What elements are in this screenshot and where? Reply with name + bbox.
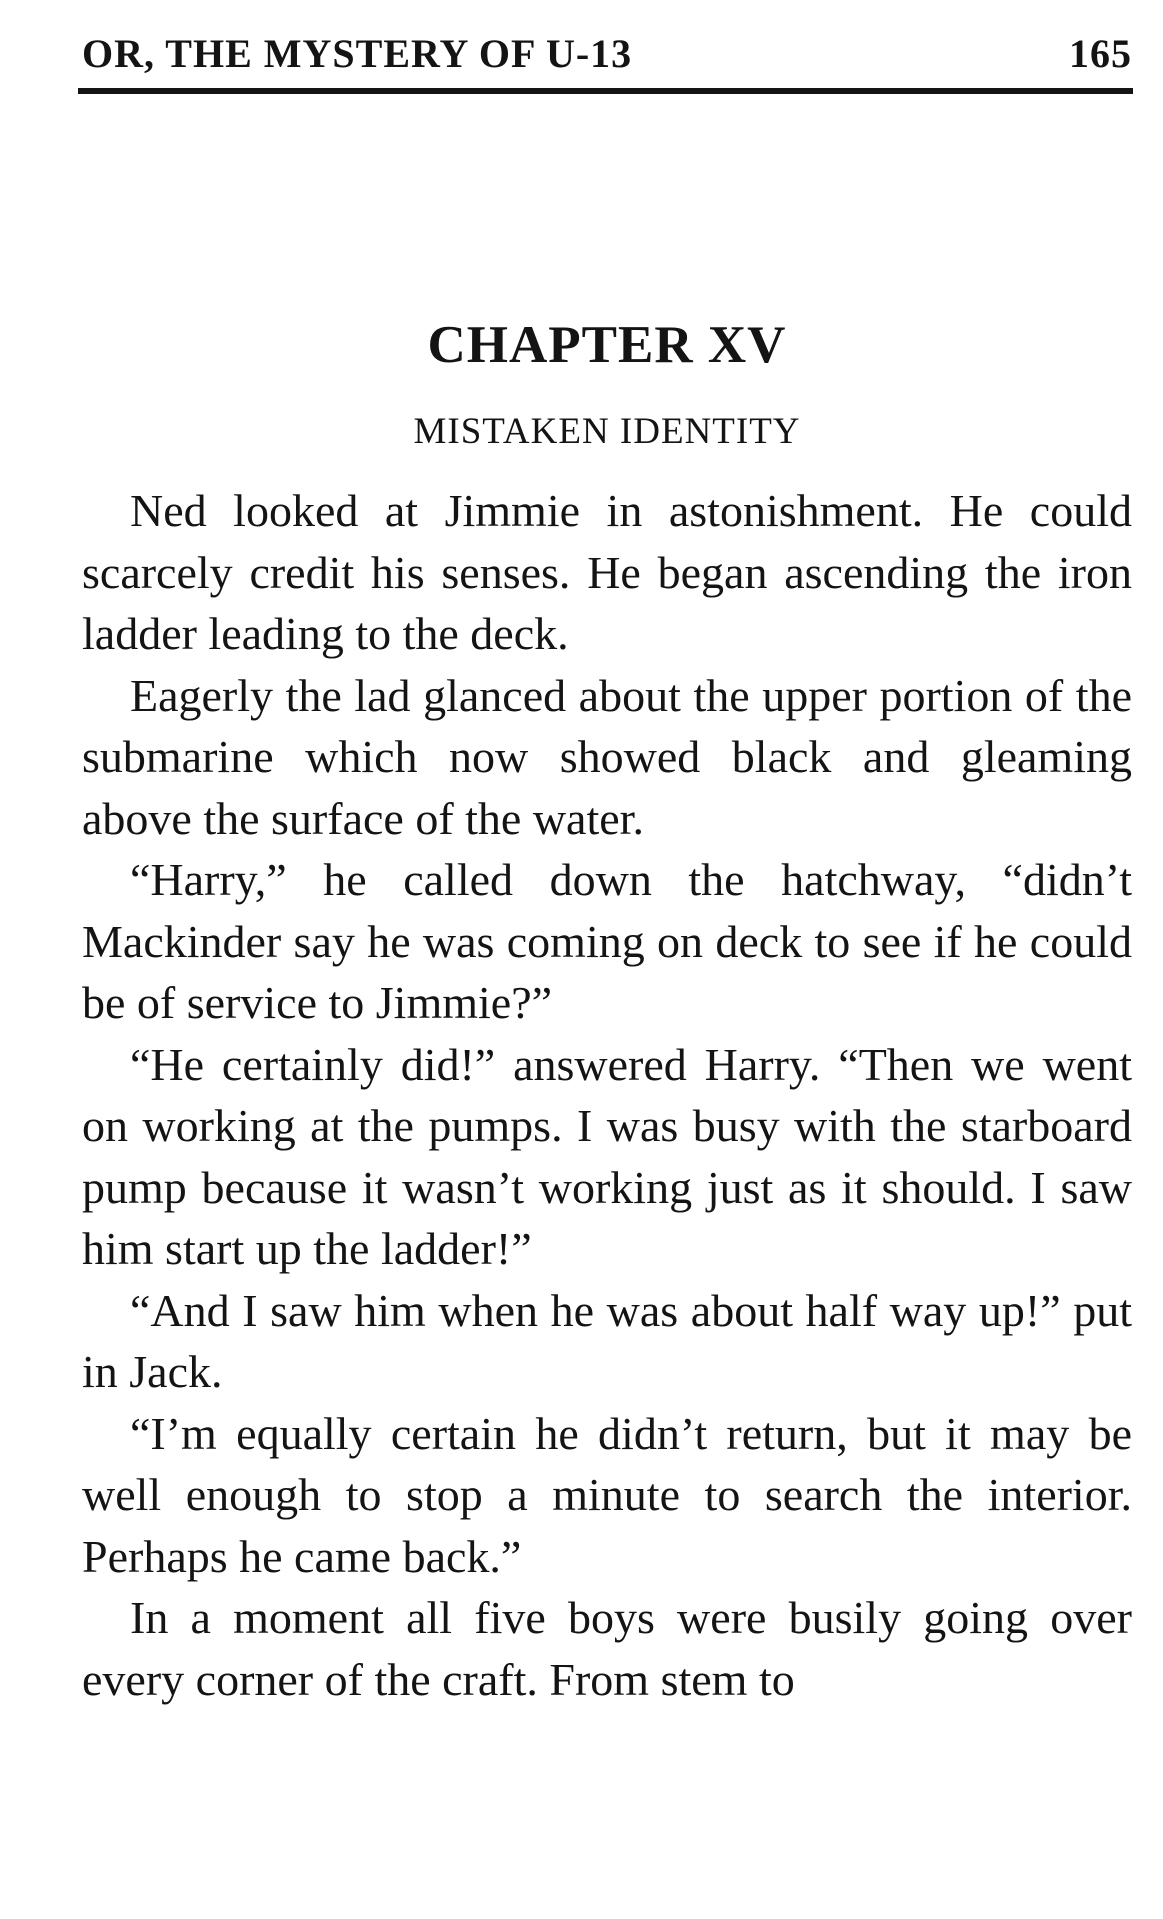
chapter-subtitle: MISTAKEN IDENTITY: [413, 411, 801, 452]
paragraph: “Harry,” he called down the hatchway, “didn’t Mackinder say he was coming on deck to see if he could be of service to Jimmie?”: [82, 854, 1132, 1028]
page-number: 165: [1069, 31, 1132, 76]
paragraph: “And I saw him when he was about half way up!” put in Jack.: [82, 1284, 1132, 1397]
running-title: OR, THE MYSTERY OF U-13: [82, 31, 633, 76]
paragraph: Ned looked at Jimmie in astonishment. He could scarcely credit his senses. He began ascending the iron ladder leading to the deck.: [82, 485, 1132, 659]
running-header: [82, 30, 1132, 80]
paragraph: “I’m equally certain he didn’t return, but it may be well enough to stop a minute to search the interior. Perhaps he came back.”: [82, 1407, 1132, 1582]
header-rule: [78, 88, 1133, 94]
paragraph: “He certainly did!” answered Harry. “Then we went on working at the pumps. I was busy with the starboard pump because it wasn’t working just as it should. I saw him start up the ladder!”: [82, 1038, 1132, 1274]
chapter-heading: CHAPTER XV: [427, 316, 787, 374]
paragraph: In a moment all five boys were busily going over every corner of the craft. From stem to: [82, 1592, 1132, 1705]
body-text: [82, 480, 1132, 1710]
paragraph: Eagerly the lad glanced about the upper portion of the submarine which now showed black and gleaming above the surface of the water.: [82, 669, 1132, 844]
